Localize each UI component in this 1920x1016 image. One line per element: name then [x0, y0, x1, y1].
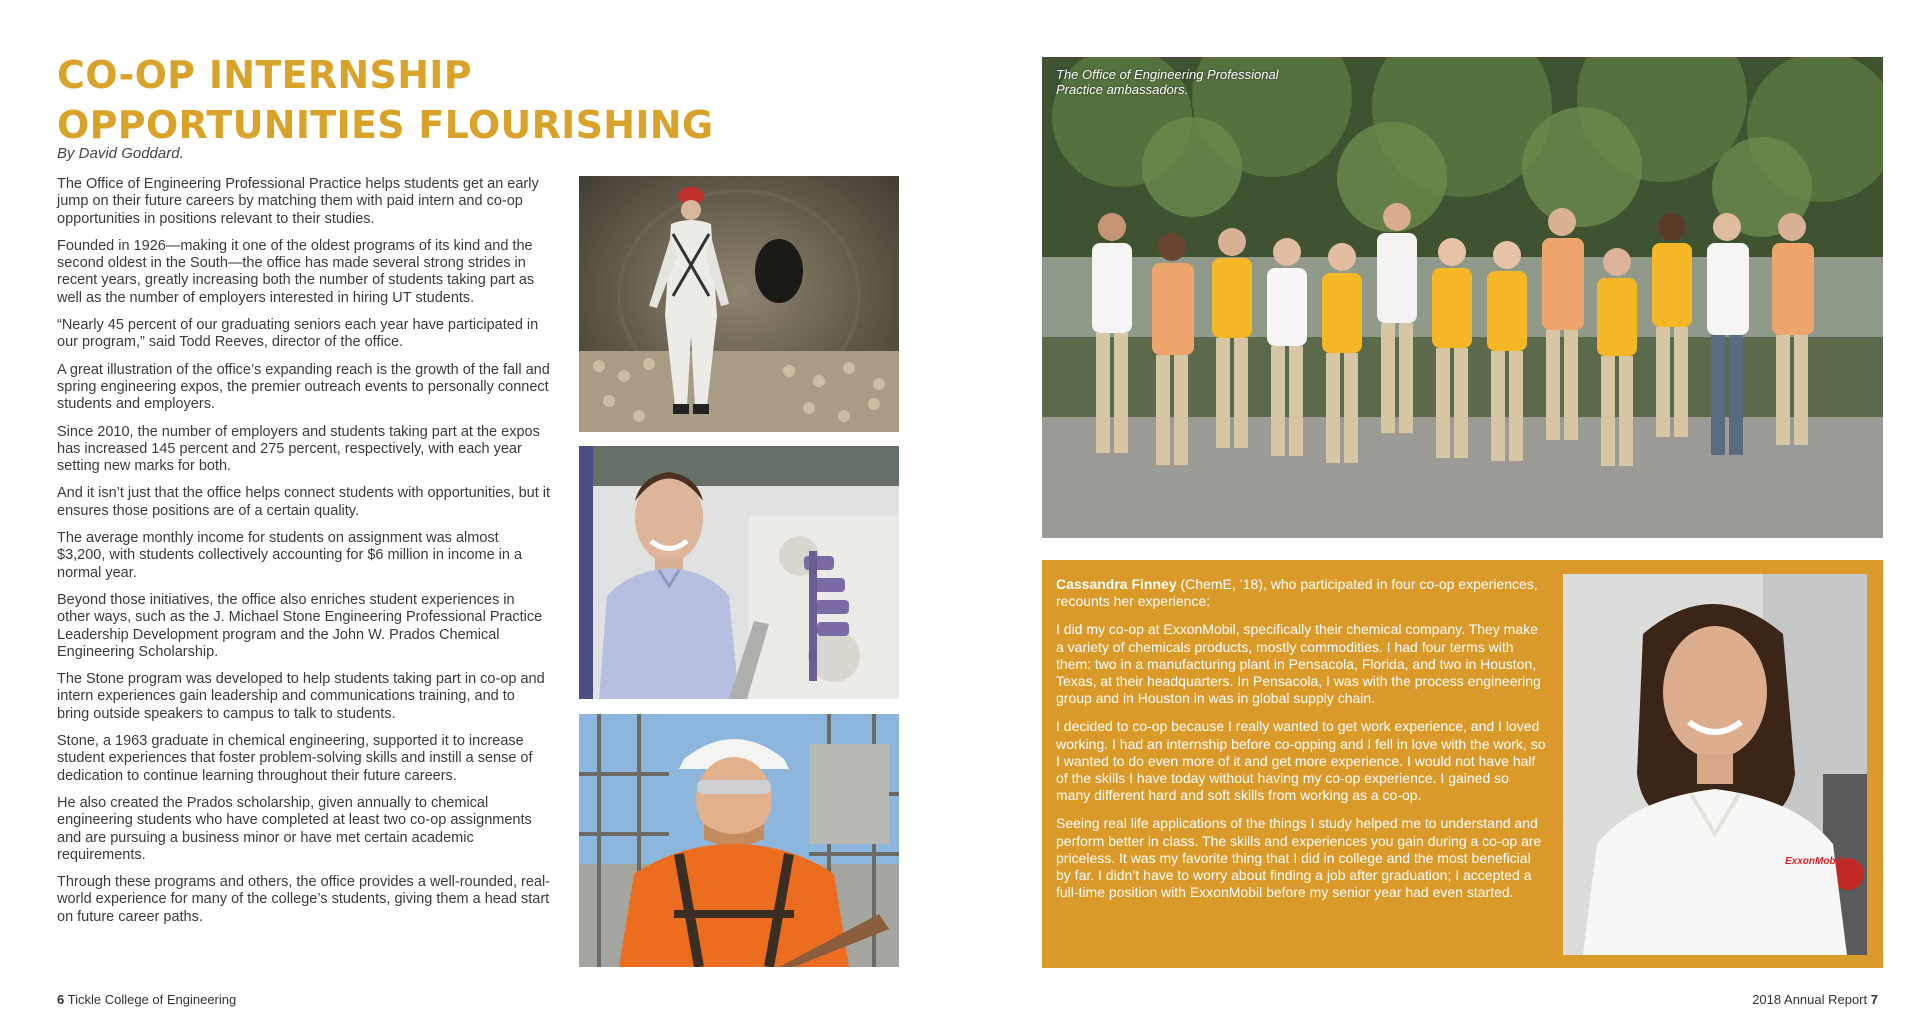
- photo-tunnel-student: [579, 176, 899, 432]
- photo-cassandra-finney: [1563, 574, 1867, 955]
- article-paragraph: The Stone program was developed to help students taking part in co-op and intern experiences gain leadership and communications training, and to bring outside speakers to campus to talk to students.: [57, 671, 545, 722]
- testimonial-paragraph: I decided to co-op because I really wanted to get work experience, and I loved working. I had an internship before co-opping and I fell in love with the work, so I wanted to do even more of it and get more experience. I would not have half of the skills I have today without having my co-op experience. I gained so many different hard and soft skills from working as a co-op.: [1056, 718, 1546, 804]
- page-number-right: 7: [1870, 992, 1878, 1007]
- headline-line-2: OPPORTUNITIES FLOURISHING: [57, 103, 714, 147]
- footer-right-text: 2018 Annual Report: [1752, 992, 1868, 1007]
- testimonial-paragraph: I did my co-op at ExxonMobil, specifically their chemical company. They make a variety of chemicals products, mostly commodities. I had four terms with them: two in a manufacturing plant in Pensacola, Florida, and two in Houston, Texas, at their headquarters. In Pensacola, I was with the process engineering group and in Houston in was in global supply chain.: [1056, 621, 1541, 707]
- byline: By David Goddard.: [57, 145, 184, 162]
- shirt-logo-exxonmobil: ExxonMobil: [1785, 856, 1842, 867]
- footer-left-text: Tickle College of Engineering: [67, 992, 237, 1007]
- article-paragraph: The Office of Engineering Professional Practice helps students get an early jump on their future careers by matching them with paid intern and co-op opportunities in positions relevant to their studies.: [57, 176, 539, 227]
- photo-student-with-part: [579, 446, 899, 699]
- article-paragraph: And it isn’t just that the office helps connect students with opportunities, but it ensures those positions are of a certain quality.: [57, 485, 551, 519]
- testimonial-name: Cassandra Finney: [1056, 576, 1177, 592]
- group-photo-caption: [1056, 67, 1376, 97]
- article-paragraph: Founded in 1926—making it one of the oldest programs of its kind and the second oldest in the South—the office has made several strong strides in recent years, greatly increasing both the number of students taking part as well as the number of employers interested in hiring UT students.: [57, 237, 535, 306]
- article-paragraph: He also created the Prados scholarship, given annually to chemical engineering students who have completed at least two co-op assignments and are pursuing a business minor or have met certain academic requirements.: [57, 794, 532, 863]
- article-paragraph: Beyond those initiatives, the office also enriches student experiences in other ways, such as the J. Michael Stone Engineering Professional Practice Leadership Development program and the John W. Prados Chemical Engineering Scholarship.: [57, 591, 543, 660]
- article-headline: [57, 50, 777, 150]
- article-paragraph: A great illustration of the office’s expanding reach is the growth of the fall and spring engineering expos, the premier outreach events to personally connect students and employers.: [57, 361, 550, 413]
- testimonial-paragraph: Seeing real life applications of the things I study helped me to understand and perform better in class. The skills and experiences you gain during a co-op are priceless. It was my favorite thing that I did in college and the most beneficial by far. I didn’t have to worry about finding a job after graduation; I accepted a full-time position with ExxonMobil before my senior year had even started.: [1056, 815, 1542, 901]
- article-body: [57, 176, 551, 936]
- photo-ambassadors-group: [1042, 57, 1883, 538]
- caption-line-2: Practice ambassadors.: [1056, 82, 1189, 97]
- testimonial-intro: [1056, 576, 1546, 610]
- footer-right: [1752, 992, 1878, 1007]
- article-paragraph: Stone, a 1963 graduate in chemical engineering, supported it to increase student experiences that foster problem-solving skills and instill a sense of dedication to continue learning throughout their future careers.: [57, 733, 533, 784]
- footer-left: [57, 992, 236, 1007]
- article-paragraph: Since 2010, the number of employers and students taking part at the expos has increased 145 percent and 275 percent, respectively, with each year setting new marks for both.: [57, 423, 540, 475]
- article-paragraph: “Nearly 45 percent of our graduating seniors each year have participated in our program,” said Todd Reeves, director of the office.: [57, 317, 539, 351]
- testimonial-text: [1056, 576, 1546, 912]
- testimonial-intro-text: (ChemE, ’18), who participated in four co-op experiences, recounts her experience:: [1056, 576, 1538, 610]
- page-number-left: 6: [57, 992, 65, 1007]
- caption-line-1: The Office of Engineering Professional: [1056, 67, 1279, 82]
- article-paragraph: The average monthly income for students on assignment was almost $3,200, with students collectively accounting for $6 million in income in a normal year.: [57, 530, 523, 581]
- headline-line-1: CO-OP INTERNSHIP: [57, 53, 472, 97]
- photo-plant-worker: [579, 714, 899, 967]
- article-paragraph: Through these programs and others, the office provides a well-rounded, real-world experience for many of the college’s students, giving them a head start on future career paths.: [57, 874, 551, 925]
